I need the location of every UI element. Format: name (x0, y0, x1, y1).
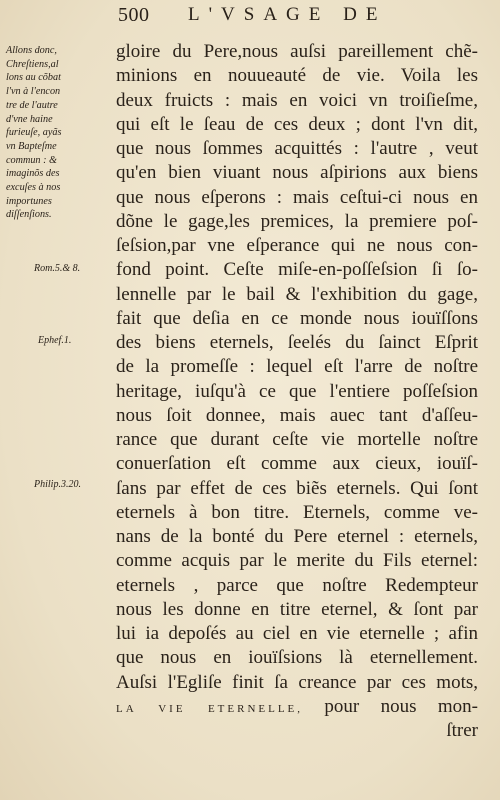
margin-note-line: diſſenſions. (6, 209, 52, 221)
text-line: que nous en iouïſsions là eternellement. (116, 647, 478, 669)
scripture-reference (34, 262, 80, 276)
scripture-reference (38, 334, 71, 348)
text-line: eternels , parce que noſtre Redempteur (116, 574, 478, 596)
text-line: lennelle par le bail & l'exhibition du gage, (116, 283, 478, 305)
margin-note-line: excuſes à nos (6, 182, 61, 194)
text-line: de la promeſſe : lequel eſt l'arre de noſtre (116, 356, 478, 378)
margin-note-line: Philip.3.20. (34, 479, 81, 490)
catchword: ſtrer (446, 720, 478, 741)
margin-note-line: Allons donc, (6, 45, 57, 56)
margin-note-line: tre de l'autre (6, 99, 58, 111)
text-line: fond point. Ceſte miſe-en-poſſeſsion ſi ſo- (116, 259, 478, 281)
text-line: deux fruicts : mais en voici vn troiſieſme, (116, 89, 478, 111)
text-line: des biens eternels, ſeelés du ſainct Eſprit (116, 332, 478, 353)
margin-note-line: d'vne haine (6, 113, 53, 125)
text-line: que nous eſperons : mais ceſtui-ci nous en (116, 186, 478, 208)
text-line: qu'en bien viuant nous aſpirions aux biens (116, 162, 478, 184)
margin-note-line: Rom.5.& 8. (34, 263, 81, 274)
margin-note-line: commun : & (6, 154, 57, 166)
text-line: lui ia depoſés au ciel en vie eternelle ; afin (116, 623, 478, 644)
text-line: gloire du Pere,nous auſsi pareillement chẽ- (116, 41, 478, 62)
text-line: ſeſsion,par vne eſperance qui ne nous con- (116, 235, 478, 256)
text-line: dõne le gage,les premices, la premiere poſ- (116, 210, 478, 232)
closing-rest: pour nous mon- (303, 695, 479, 717)
smallcaps-phrase: LA VIE ETERNELLE, (116, 702, 304, 715)
text-line: que nous ſommes acquittés : l'autre , veut (116, 138, 478, 159)
margin-note-line: furieuſe, ayãs (6, 127, 62, 139)
text-line: nans de la bonté du Pere eternel : eternels, (116, 526, 478, 547)
text-line: rance que durant ceſte vie mortelle noſtre (116, 429, 478, 450)
text-line: heritage, iuſqu'à ce que l'entiere poſſeſsion (116, 380, 478, 402)
margin-note-line: lons au cõbat (6, 72, 61, 84)
text-line: conuerſation eſt comme aux cieux, iouïſ- (116, 453, 478, 475)
scripture-reference (34, 478, 81, 492)
text-line: minions en nouueauté de vie. Voila les (116, 65, 478, 87)
text-line: comme acquis par le merite du Fils eternel: (116, 550, 478, 572)
page-number: 500 (118, 4, 150, 26)
margin-note-line: Chreſtiens,al (6, 58, 59, 70)
text-line-closing (116, 695, 478, 719)
body-text (116, 40, 478, 743)
text-line: fait que deſia en ce monde nous iouïſſons (116, 307, 478, 329)
margin-note-line: vn Bapteſme (6, 140, 57, 152)
text-line: nous les donne en titre eternel, & ſont par (116, 598, 478, 620)
running-title: L'VSAGE DE (188, 4, 387, 25)
margin-note-line: imaginõs des (6, 168, 60, 180)
text-line: ſans par effet de ces biẽs eternels. Qui ſont (116, 477, 478, 499)
margin-notes (0, 0, 120, 800)
text-line: eternels à bon titre. Eternels, comme ve- (116, 501, 478, 523)
text-line: qui eſt le ſeau de ces deux ; dont l'vn dit, (116, 113, 478, 135)
margin-note-line: l'vn à l'encon (6, 86, 61, 98)
margin-note-line: Ephef.1. (38, 335, 72, 346)
page-header (118, 4, 478, 34)
text-line: Auſsi l'Egliſe finit ſa creance par ces mots, (116, 671, 478, 693)
margin-note (6, 44, 61, 222)
text-line: nous ſoit donnee, mais auec tant d'aſſeu- (116, 404, 478, 426)
margin-note-line: importunes (6, 195, 52, 207)
